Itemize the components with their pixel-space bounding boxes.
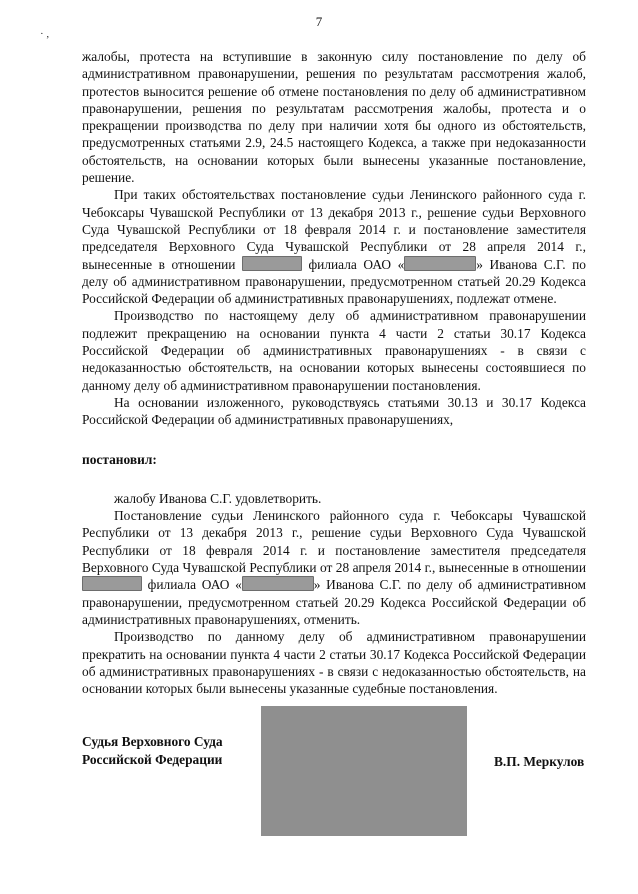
- signature-name: В.П. Меркулов: [494, 754, 585, 769]
- paragraph-text: Производство по настоящему делу об административном правонарушении подлежит прекращению на основании пункта 4 части 2 статьи 30.17 Кодекса Российской Федерации об административных правонарушениях - в связи с недоказанностью обстоятельств, на основании которых вынесены состоявшиеся по данному делу об административном правонарушении постановления.: [82, 308, 586, 393]
- paragraph-text: На основании изложенного, руководствуясь статьями 30.13 и 30.17 Кодекса Российской Федерации об административных правонарушениях,: [82, 394, 586, 428]
- scan-marks: · ,: [40, 28, 50, 40]
- ruling-paragraph-2: [82, 507, 586, 628]
- paragraph-text: » Иванова С.Г. по делу об административном правонарушении, предусмотренном статьей 20.29 Кодекса Российской Федерации об административных правонарушениях, отменить.: [82, 577, 586, 627]
- redacted-seal-block: [261, 706, 467, 836]
- signature-title: [82, 733, 223, 769]
- ruling-paragraph-3: [82, 628, 586, 697]
- paragraph-text: При таких обстоятельствах постановление судьи Ленинского районного суда г. Чебоксары Чувашской Республики от 13 декабря 2013 г., решение судьи Верховного Суда Чувашской Республики от 18 февраля 2014 г. и постановление заместителя председателя Верховного Суда Чувашской Республики от 28 апреля 2014 г., вынесенные в отношении: [82, 187, 586, 272]
- redaction-box: [242, 576, 314, 591]
- paragraph-text: филиала ОАО «: [301, 256, 405, 272]
- ruling-paragraph-1: [82, 490, 586, 507]
- redaction-box: [242, 256, 302, 271]
- paragraph-3: [82, 307, 586, 393]
- ruling-heading: постановил:: [82, 451, 157, 467]
- paragraph-text: Производство по данному делу об административном правонарушении прекратить на основании пункта 4 части 2 статьи 30.17 Кодекса Российской Федерации об административных правонарушениях - в связи с недоказанностью обстоятельств, на основании которых были вынесены указанные судебные постановления.: [82, 629, 586, 697]
- redaction-box: [404, 256, 476, 271]
- document-body: [82, 48, 586, 697]
- signature-title-line-1: Судья Верховного Суда: [82, 734, 223, 749]
- page-number: 7: [315, 14, 323, 29]
- signature-title-line-2: Российской Федерации: [82, 752, 223, 767]
- paragraph-4: [82, 394, 586, 429]
- paragraph-2: [82, 186, 586, 307]
- paragraph-text: филиала ОАО «: [142, 577, 242, 593]
- paragraph-1: [82, 48, 586, 186]
- redaction-box: [82, 576, 142, 591]
- paragraph-text: » Иванова С.Г. по делу об административном правонарушении, предусмотренном статьей 20.29 Кодекса Российской Федерации об административных правонарушениях, подлежат отмене.: [82, 256, 586, 307]
- paragraph-text: Постановление судьи Ленинского районного суда г. Чебоксары Чувашской Республики от 13 декабря 2013 г., решение судьи Верховного Суда Чувашской Республики от 18 февраля 2014 г. и постановление заместителя председателя Верховного Суда Чувашской Республики от 28 апреля 2014 г., вынесенные в отношении: [82, 508, 586, 576]
- paragraph-text: жалобу Иванова С.Г. удовлетворить.: [114, 490, 322, 506]
- paragraph-text: жалобы, протеста на вступившие в законную силу постановление по делу об административном правонарушении, решения по результатам рассмотрения жалоб, протестов выносится решение об отмене постановления по делу об административном правонарушении, решения по результатам рассмотрения жалобы, протеста и о прекращении производства по делу при наличии хотя бы одного из обстоятельств, предусмотренных статьями 2.9, 24.5 настоящего Кодекса, а также при недоказанности обстоятельств, на основании которых были вынесены указанные постановление, решение.: [82, 49, 586, 186]
